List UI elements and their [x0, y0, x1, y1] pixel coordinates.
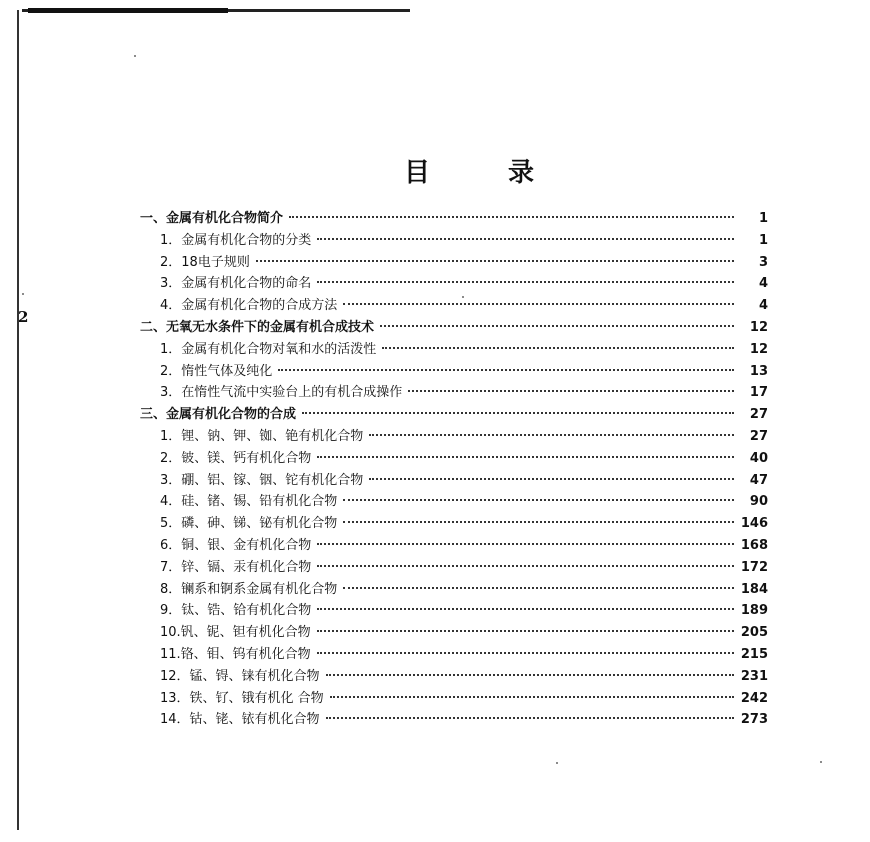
toc-label: 1．金属有机化合物对氧和水的活泼性 — [160, 341, 377, 357]
scan-speck — [22, 293, 24, 295]
dot-leader — [343, 499, 734, 501]
dot-leader — [330, 696, 734, 698]
toc-section[interactable] — [140, 207, 768, 229]
dot-leader — [317, 652, 734, 654]
toc-page-number: 168 — [740, 537, 768, 553]
dot-leader — [278, 369, 734, 371]
dot-leader — [317, 456, 734, 458]
toc-label: 11.铬、钼、钨有机化合物 — [160, 646, 311, 662]
toc-page-number: 4 — [758, 298, 768, 314]
toc-label: 3．硼、铝、镓、铟、铊有机化合物 — [160, 472, 364, 488]
toc-entry[interactable] — [140, 272, 768, 294]
toc-entry[interactable] — [140, 490, 768, 512]
toc-page-number: 146 — [740, 516, 768, 532]
toc-label: 2．惰性气体及纯化 — [160, 363, 273, 379]
dot-leader — [302, 412, 734, 414]
toc-label: 2．铍、镁、钙有机化合物 — [160, 450, 312, 466]
toc-section[interactable] — [140, 316, 768, 338]
dot-leader — [256, 260, 734, 262]
dot-leader — [317, 630, 734, 632]
toc-label: 4．金属有机化合物的合成方法 — [160, 298, 338, 314]
title-char-2: 录 — [508, 158, 536, 188]
toc-page-number: 12 — [749, 319, 768, 335]
dot-leader — [343, 303, 734, 305]
toc-page-number: 40 — [749, 450, 768, 466]
dot-leader — [326, 674, 734, 676]
dot-leader — [369, 434, 734, 436]
toc-label: 14．钴、铑、铱有机化合物 — [160, 712, 320, 728]
toc-page-number: 242 — [740, 690, 768, 706]
toc-label: 6．铜、银、金有机化合物 — [160, 537, 312, 553]
dot-leader — [380, 325, 734, 327]
toc-entry[interactable] — [140, 381, 768, 403]
toc-entry[interactable] — [140, 425, 768, 447]
toc-label: 7．锌、镉、汞有机化合物 — [160, 559, 312, 575]
scan-speck — [556, 762, 558, 764]
toc-label: 12．锰、锝、铼有机化合物 — [160, 668, 320, 684]
toc-label: 10.钒、铌、钽有机化合物 — [160, 625, 311, 641]
toc-page-number: 172 — [740, 559, 768, 575]
toc-label: 9．钛、锆、铪有机化合物 — [160, 603, 312, 619]
toc-label: 3．金属有机化合物的命名 — [160, 276, 312, 292]
toc-page-number: 27 — [749, 428, 768, 444]
toc-entry[interactable] — [140, 447, 768, 469]
page-number: 2 — [18, 308, 29, 326]
toc-page-number: 1 — [758, 211, 768, 226]
dot-leader — [382, 347, 734, 349]
toc-label: 二、无氧无水条件下的金属有机合成技术 — [140, 319, 375, 335]
scan-speck — [820, 761, 822, 763]
toc-entry[interactable] — [140, 360, 768, 382]
toc-entry[interactable] — [140, 687, 768, 709]
toc-page-number: 47 — [749, 472, 768, 488]
dot-leader — [369, 478, 734, 480]
dot-leader — [317, 238, 734, 240]
toc-page-number: 90 — [749, 494, 768, 510]
toc-page-number: 13 — [749, 363, 768, 379]
toc-label: 3．在惰性气流中实验台上的有机合成操作 — [160, 385, 403, 401]
dot-leader — [289, 216, 734, 218]
toc-label: 8．镧系和锕系金属有机化合物 — [160, 581, 338, 597]
toc-page-number: 17 — [749, 385, 768, 401]
toc-section[interactable] — [140, 403, 768, 425]
toc-page-number: 205 — [740, 625, 768, 641]
toc-entry[interactable] — [140, 512, 768, 534]
toc-entry[interactable] — [140, 469, 768, 491]
toc-entry[interactable] — [140, 665, 768, 687]
toc-page-number: 1 — [758, 232, 768, 248]
toc-entry[interactable] — [140, 229, 768, 251]
toc-page-number: 3 — [758, 254, 768, 270]
toc-entry[interactable] — [140, 578, 768, 600]
toc-label: 2．18电子规则 — [160, 254, 250, 270]
dot-leader — [317, 281, 734, 283]
toc-page-number: 184 — [740, 581, 768, 597]
toc-page-number: 231 — [740, 668, 768, 684]
dot-leader — [408, 390, 734, 392]
toc-label: 5．磷、砷、锑、铋有机化合物 — [160, 516, 338, 532]
title-char-1: 目 — [404, 158, 432, 188]
dot-leader — [326, 717, 734, 719]
dot-leader — [317, 543, 734, 545]
dot-leader — [317, 565, 734, 567]
toc-entry[interactable] — [140, 621, 768, 643]
toc-page-number: 273 — [740, 712, 768, 728]
toc-entry[interactable] — [140, 643, 768, 665]
toc-entry[interactable] — [140, 599, 768, 621]
scan-speck — [134, 55, 136, 57]
table-of-contents — [140, 207, 768, 730]
dot-leader — [343, 521, 734, 523]
toc-entry[interactable] — [140, 251, 768, 273]
toc-page-number: 215 — [740, 646, 768, 662]
toc-label: 三、金属有机化合物的合成 — [140, 407, 297, 423]
toc-page-number: 4 — [758, 276, 768, 292]
toc-entry[interactable] — [140, 338, 768, 360]
toc-page-number: 189 — [740, 603, 768, 619]
toc-label: 13．铁、钌、锇有机化 合物 — [160, 690, 324, 706]
toc-entry[interactable] — [140, 708, 768, 730]
dot-leader — [343, 587, 734, 589]
toc-page-number: 12 — [749, 341, 768, 357]
top-rule-thick — [28, 8, 228, 13]
toc-page-number: 27 — [749, 407, 768, 423]
toc-label: 一、金属有机化合物简介 — [140, 211, 284, 226]
toc-label: 1．金属有机化合物的分类 — [160, 232, 312, 248]
toc-entry[interactable] — [140, 534, 768, 556]
toc-entry[interactable] — [140, 556, 768, 578]
dot-leader — [317, 608, 734, 610]
toc-label: 4．硅、锗、锡、铅有机化合物 — [160, 494, 338, 510]
toc-entry[interactable] — [140, 294, 768, 316]
left-margin-rule — [17, 10, 19, 830]
toc-label: 1．锂、钠、钾、铷、铯有机化合物 — [160, 428, 364, 444]
